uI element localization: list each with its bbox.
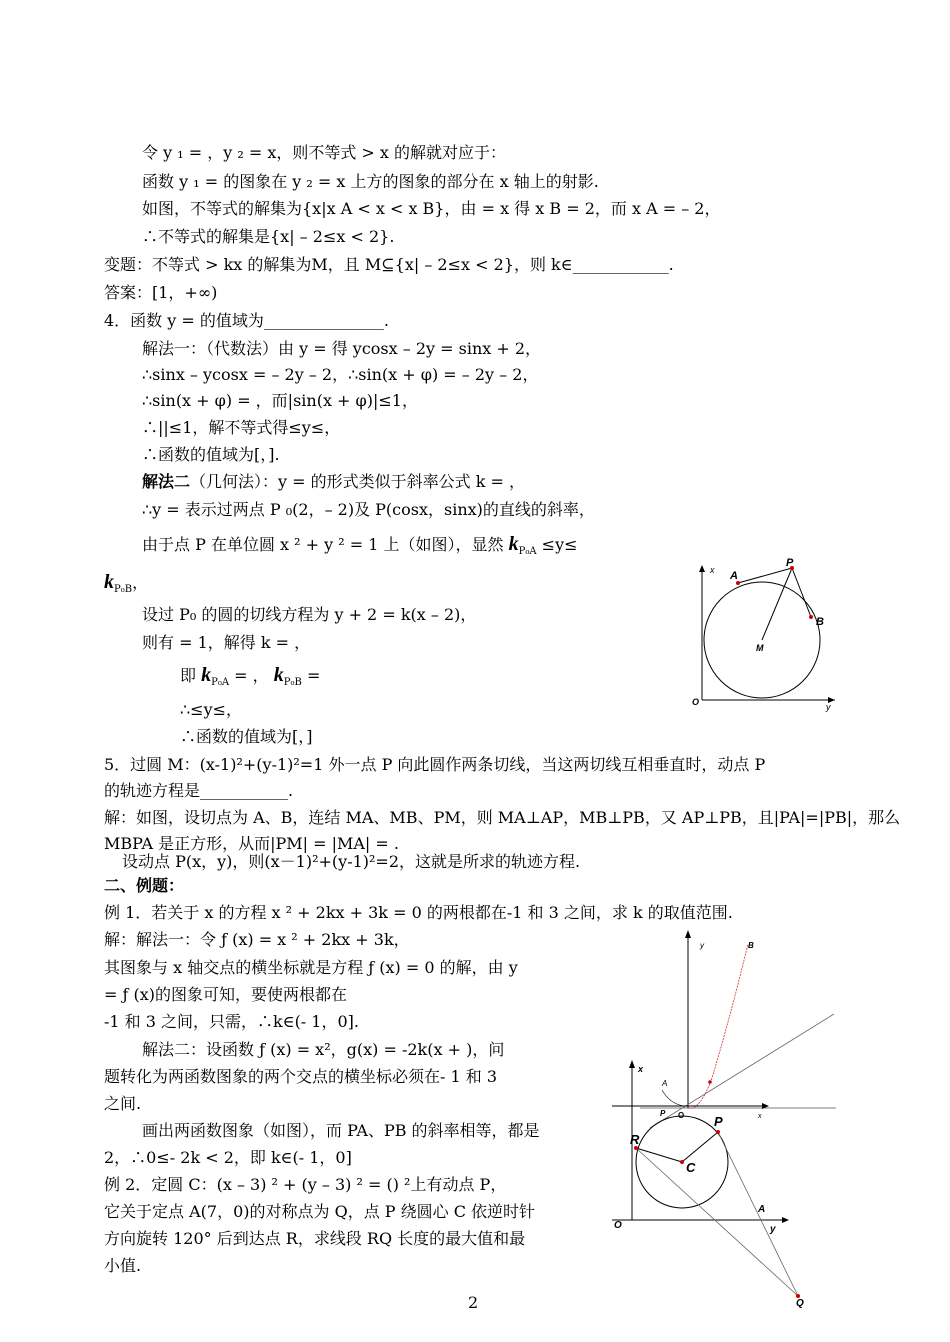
small-arc <box>662 1090 684 1106</box>
label-p: P <box>786 557 794 569</box>
slope-symbol: $k_{P_0A}$ <box>508 533 537 558</box>
text-line: = ƒ (x)的图象可知，要使两根都在 <box>104 985 348 1004</box>
text-line: ∴y = 表示过两点 P ₀(2，– 2)及 P(cosx，sinx)的直线的斜率， <box>142 500 595 519</box>
label-o: O <box>692 697 700 707</box>
tangent-pa <box>738 568 792 583</box>
point-b <box>809 615 813 619</box>
label-a: A <box>758 1204 766 1215</box>
segment-rc <box>636 1148 682 1162</box>
axis-arrow <box>685 930 691 938</box>
text-line: 设动点 P(x，y)，则(x－1)²+(y-1)²=2，这就是所求的轨迹方程. <box>122 852 581 871</box>
segment-pm <box>762 568 792 640</box>
label-o: O <box>614 1220 622 1231</box>
text-line: 画出两函数图象（如图），而 PA、PB 的斜率相等，都是 <box>142 1121 540 1140</box>
label-o-small: O <box>678 1111 685 1120</box>
text-line: 答案：[1，+∞) <box>104 283 218 302</box>
text-line: 其图象与 x 轴交点的横坐标就是方程 ƒ (x) = 0 的解，由 y <box>104 958 518 977</box>
segment-pc <box>682 1132 718 1162</box>
text-line: 5．过圆 M：(x-1)²+(y-1)²=1 外一点 P 向此圆作两条切线，当这两切线互相垂直时，动点 P <box>104 755 766 774</box>
label-c: C <box>686 1160 696 1175</box>
axis-arrow <box>629 1060 635 1068</box>
label-p-small: P <box>660 1109 666 1118</box>
slope-symbol: $k_{P_0A}$ <box>201 664 230 689</box>
text-line: ∴≤y≤， <box>180 700 243 719</box>
text-line: 它关于定点 A(7，0)的对称点为 Q，点 P 绕圆心 C 依逆时针 <box>104 1202 536 1221</box>
slope-symbol: $k_{P_0B}$ <box>104 571 133 596</box>
text-line: ∴不等式的解集是{x| – 2≤x < 2}. <box>142 227 395 246</box>
text-line: 方向旋转 120° 后到达点 R，求线段 RQ 长度的最大值和最 <box>104 1229 526 1248</box>
label-r: R <box>630 1132 640 1147</box>
text-line: 小值. <box>104 1256 142 1275</box>
label-x-small: x <box>758 1113 762 1120</box>
text-line: 则有 = 1，解得 k = ， <box>142 633 311 652</box>
text-line: 2，∴0≤- 2k < 2，即 k∈(- 1，0] <box>104 1148 352 1167</box>
axis-arrow <box>782 1217 789 1223</box>
text-line: ∴||≤1，解不等式得≤y≤， <box>142 418 341 437</box>
label-q: Q <box>796 1298 804 1309</box>
text-line: 的轨迹方程是___________. <box>104 781 294 800</box>
label-a-small: A <box>662 1079 668 1088</box>
text-line: 解法二：设函数 ƒ (x) = x²，g(x) = -2k(x + )，问 <box>142 1040 505 1059</box>
text-line: ∴sinx – ycosx = – 2y – 2，∴sin(x + φ) = – 2y – 2， <box>142 365 539 384</box>
label-x: x <box>638 1064 644 1074</box>
point-c <box>680 1160 684 1164</box>
label-y: y <box>826 702 831 712</box>
text-line: 例 1．若关于 x 的方程 x ² + 2kx + 3k = 0 的两根都在-1 和 3 之间，求 k 的取值范围. <box>104 903 733 922</box>
text-line: 设过 P₀ 的圆的切线方程为 y + 2 = k(x – 2)， <box>142 605 477 624</box>
text-line: 解：如图，设切点为 A、B，连结 MA、MB、PM，则 MA⊥AP，MB⊥PB，又 AP⊥PB，且|PA|=|PB|，那么 <box>104 808 901 827</box>
page-number: 2 <box>468 1293 479 1312</box>
text-line: 变题：不等式 > kx 的解集为M，且 M⊆{x| – 2≤x < 2}，则 k∈____________. <box>104 255 674 274</box>
slope-symbol: $k_{P_0B}$ <box>273 664 302 689</box>
text-line: MBPA 是正方形，从而|PM| = |MA| = . <box>104 834 399 853</box>
segment-rq <box>636 1148 798 1296</box>
axis-arrow <box>762 1103 769 1109</box>
text-line: 题转化为两函数图象的两个交点的横坐标必须在- 1 和 3 <box>104 1067 498 1086</box>
text-line: 解法一：（代数法）由 y = 得 ycosx – 2y = sinx + 2， <box>142 339 542 358</box>
text-line: 4．函数 y = 的值域为_______________. <box>104 311 389 330</box>
label-b: B <box>816 616 824 628</box>
label-b: B <box>748 941 754 950</box>
text-line: -1 和 3 之间，只需，∴k∈(- 1，0]. <box>104 1012 359 1031</box>
text-line: 解：解法一：令 ƒ (x) = x ² + 2kx + 3k， <box>104 930 410 949</box>
figure-circle-c <box>612 1060 812 1310</box>
text-line: 由于点 P 在单位圆 x ² + y ² = 1 上（如图），显然 $k_{P_0A} \le y\le$ <box>142 533 578 558</box>
text-line: 即 $k_{P_0A}$ = ， $k_{P_0B}$ = <box>180 664 321 689</box>
text-line: ∴函数的值域为[，]. <box>142 445 280 464</box>
section-heading: 二、例题： <box>104 876 185 895</box>
label-y: y <box>770 1224 776 1235</box>
text-line: 之间. <box>104 1094 142 1113</box>
text-line: 解法二（几何法）：y = 的形式类似于斜率公式 k = ， <box>142 472 525 491</box>
text-line: ∴函数的值域为[，] <box>180 727 313 746</box>
method-two-heading: 解法二 <box>142 472 191 491</box>
text-line: 例 2．定圆 C：(x – 3) ² + (y – 3) ² = () ²上有动点 P， <box>104 1175 507 1194</box>
text-line: 如图，不等式的解集为{x|x A < x < x B}，由 = x 得 x B = 2，而 x A = – 2， <box>142 199 721 218</box>
label-m: M <box>756 643 764 653</box>
point-p <box>716 1130 720 1134</box>
text-line: ∴sin(x + φ) = ，而|sin(x + φ)|≤1， <box>142 391 418 410</box>
label-x: x <box>710 565 715 575</box>
label-a: A <box>730 570 738 582</box>
label-y: y <box>700 941 704 950</box>
text-line: $k_{P_0B}$， <box>104 571 149 596</box>
text-line: 函数 y ₁ = 的图象在 y ₂ = x 上方的图象的部分在 x 轴上的射影. <box>142 172 599 191</box>
text-line: 令 y ₁ = ，y ₂ = x，则不等式 > x 的解就对应于： <box>142 143 507 162</box>
label-p: P <box>714 1114 723 1129</box>
axis-arrow <box>699 565 705 572</box>
figure-unit-circle <box>680 555 840 715</box>
